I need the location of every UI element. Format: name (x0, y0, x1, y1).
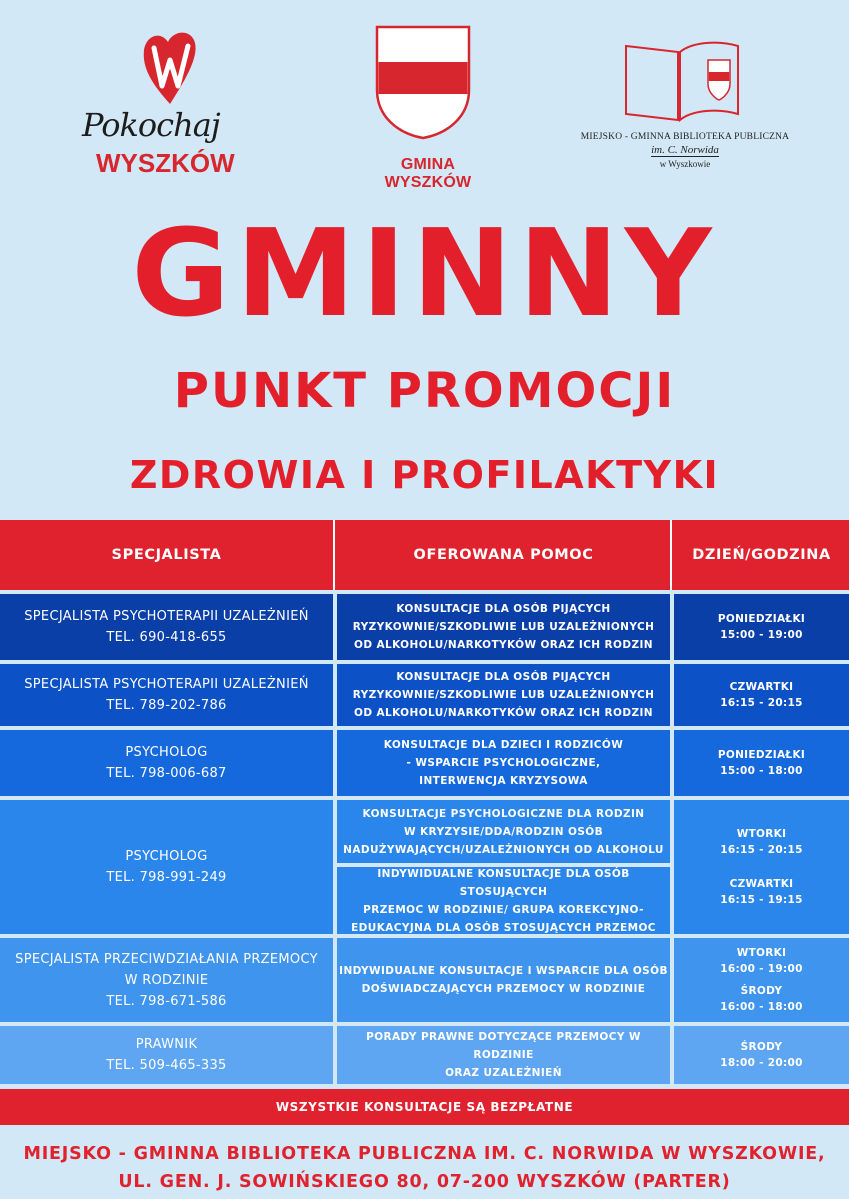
specialist-name: PSYCHOLOG (125, 745, 208, 760)
specialist-name: W RODZINIE (124, 972, 209, 988)
help-cell (337, 594, 670, 660)
help-text: W KRYZYSIE/DDA/RODZIN OSÓB (403, 825, 604, 838)
hours-text: 16:00 - 18:00 (720, 1001, 803, 1013)
gmina-name: GMINA WYSZKÓW (384, 156, 472, 191)
day-text: CZWARTKI (729, 681, 794, 693)
specialist-name: SPECJALISTA PSYCHOTERAPII UZALEŻNIEŃ (24, 609, 309, 624)
help-cell (337, 730, 670, 796)
table-row (0, 1026, 849, 1084)
day-text: ŚRODY (740, 1041, 783, 1053)
hours-text: 15:00 - 19:00 (720, 629, 803, 641)
library-logo (570, 38, 800, 198)
library-city: w Wyszkowie (659, 159, 711, 169)
header-divider (333, 520, 335, 590)
help-text: RYZYKOWNIE/SZKODLIWIE LUB UZALEŻNIONYCH (352, 689, 655, 701)
library-patron: im. C. Norwida (651, 144, 719, 156)
coat-of-arms-icon (374, 24, 472, 140)
time-cell (674, 730, 849, 796)
specialist-cell (0, 594, 333, 660)
help-text: PRZEMOC W RODZINIE/ GRUPA KOREKCYJNO- (363, 903, 644, 916)
table-row (0, 730, 849, 796)
hours-text: 16:00 - 19:00 (720, 963, 803, 975)
specialist-phone: TEL. 690-418-655 (106, 630, 227, 645)
help-text: KONSULTACJE DLA DZIECI I RODZICÓW (383, 739, 624, 751)
help-text: - WSPARCIE PSYCHOLOGICZNE, (406, 757, 601, 769)
specialist-name: PRAWNIK (135, 1037, 198, 1052)
day-text: CZWARTKI (729, 878, 794, 890)
table-row (0, 938, 849, 1022)
hours-text: 16:15 - 19:15 (720, 894, 803, 906)
help-text: KONSULTACJE DLA OSÓB PIJĄCYCH (396, 603, 611, 615)
pokochaj-script-text: Pokochaj (82, 106, 220, 144)
header-help: OFEROWANA POMOC (413, 547, 594, 563)
help-text: RYZYKOWNIE/SZKODLIWIE LUB UZALEŻNIONYCH (352, 621, 655, 633)
time-cell (674, 594, 849, 660)
specialist-name: SPECJALISTA PRZECIWDZIAŁANIA PRZEMOCY (15, 951, 318, 967)
specialist-phone: TEL. 509-465-335 (106, 1058, 227, 1073)
help-text: INDYWIDUALNE KONSULTACJE I WSPARCIE DLA OSÓB (339, 965, 668, 977)
specialist-cell (0, 938, 333, 1022)
logo-bar (0, 18, 849, 198)
help-cell (337, 800, 670, 863)
table-row (0, 594, 849, 660)
address-block (0, 1140, 849, 1196)
page-subtitle-1: PUNKT PROMOCJI (173, 363, 676, 419)
help-text: KONSULTACJE DLA OSÓB PIJĄCYCH (396, 671, 611, 683)
day-text: WTORKI (736, 947, 787, 959)
header-specialist: SPECJALISTA (111, 547, 222, 563)
table-header (0, 520, 849, 590)
table-row (0, 664, 849, 726)
hours-text: 15:00 - 18:00 (720, 765, 803, 777)
heart-w-icon (140, 28, 200, 106)
page-title: GMINNY (131, 205, 718, 344)
day-text: PONIEDZIAŁKI (717, 749, 806, 761)
pokochaj-wyszkow-logo (80, 28, 250, 188)
hours-text: 16:15 - 20:15 (720, 697, 803, 709)
specialist-phone: TEL. 789-202-786 (106, 698, 227, 713)
specialist-name: PSYCHOLOG (125, 849, 208, 864)
help-text: OD ALKOHOLU/NARKOTYKÓW ORAZ ICH RODZIN (354, 639, 653, 651)
help-cell (337, 664, 670, 726)
header-divider (670, 520, 672, 590)
specialist-phone: TEL. 798-006-687 (106, 766, 227, 781)
page-subtitle-2: ZDROWIA I PROFILAKTYKI (129, 453, 720, 497)
help-cell (337, 938, 670, 1022)
day-text: PONIEDZIAŁKI (717, 613, 806, 625)
time-cell (674, 800, 849, 934)
help-text: ORAZ UZALEŻNIEŃ (445, 1067, 562, 1079)
table-row (0, 800, 849, 934)
time-cell (674, 664, 849, 726)
open-book-icon (622, 38, 742, 124)
specialist-cell (0, 730, 333, 796)
help-text: EDUKACYJNA DLA OSÓB STOSUJĄCYCH PRZEMOC (351, 921, 656, 934)
help-text: INDYWIDUALNE KONSULTACJE DLA OSÓB STOSUJĄCYCH (377, 867, 630, 898)
address-line: UL. GEN. J. SOWIŃSKIEGO 80, 07-200 WYSZKÓW (PARTER) (118, 1172, 731, 1192)
time-cell (674, 938, 849, 1022)
hours-text: 16:15 - 20:15 (720, 844, 803, 856)
day-text: WTORKI (736, 828, 787, 840)
pokochaj-city-text: WYSZKÓW (96, 148, 235, 178)
specialist-phone: TEL. 798-991-249 (106, 870, 227, 885)
help-text: NADUŻYWAJĄCYCH/UZALEŻNIONYCH OD ALKOHOLU (343, 843, 664, 856)
free-consultations-banner: WSZYSTKIE KONSULTACJE SĄ BEZPŁATNE (0, 1089, 849, 1125)
help-text: INTERWENCJA KRYZYSOWA (419, 775, 588, 787)
address-line: MIEJSKO - GMINNA BIBLIOTEKA PUBLICZNA IM. C. NORWIDA W WYSZKOWIE, (23, 1144, 826, 1164)
help-cell (337, 1026, 670, 1084)
help-text: OD ALKOHOLU/NARKOTYKÓW ORAZ ICH RODZIN (354, 707, 653, 719)
library-name: MIEJSKO - GMINNA BIBLIOTEKA PUBLICZNA (580, 132, 790, 142)
help-text: DOŚWIADCZAJĄCYCH PRZEMOCY W RODZINIE (361, 983, 646, 995)
specialist-cell (0, 664, 333, 726)
specialist-cell (0, 800, 333, 934)
header-time: DZIEŃ/GODZINA (692, 547, 831, 563)
help-text: KONSULTACJE PSYCHOLOGICZNE DLA RODZIN (362, 807, 645, 820)
gmina-wyszkow-logo (358, 24, 498, 191)
specialist-phone: TEL. 798-671-586 (106, 993, 227, 1009)
time-cell (674, 1026, 849, 1084)
hours-text: 18:00 - 20:00 (720, 1057, 803, 1069)
specialist-name: SPECJALISTA PSYCHOTERAPII UZALEŻNIEŃ (24, 677, 309, 692)
help-text: PORADY PRAWNE DOTYCZĄCE PRZEMOCY W RODZINIE (366, 1031, 641, 1061)
help-cell (337, 867, 670, 934)
specialist-cell (0, 1026, 333, 1084)
day-text: ŚRODY (740, 985, 783, 997)
